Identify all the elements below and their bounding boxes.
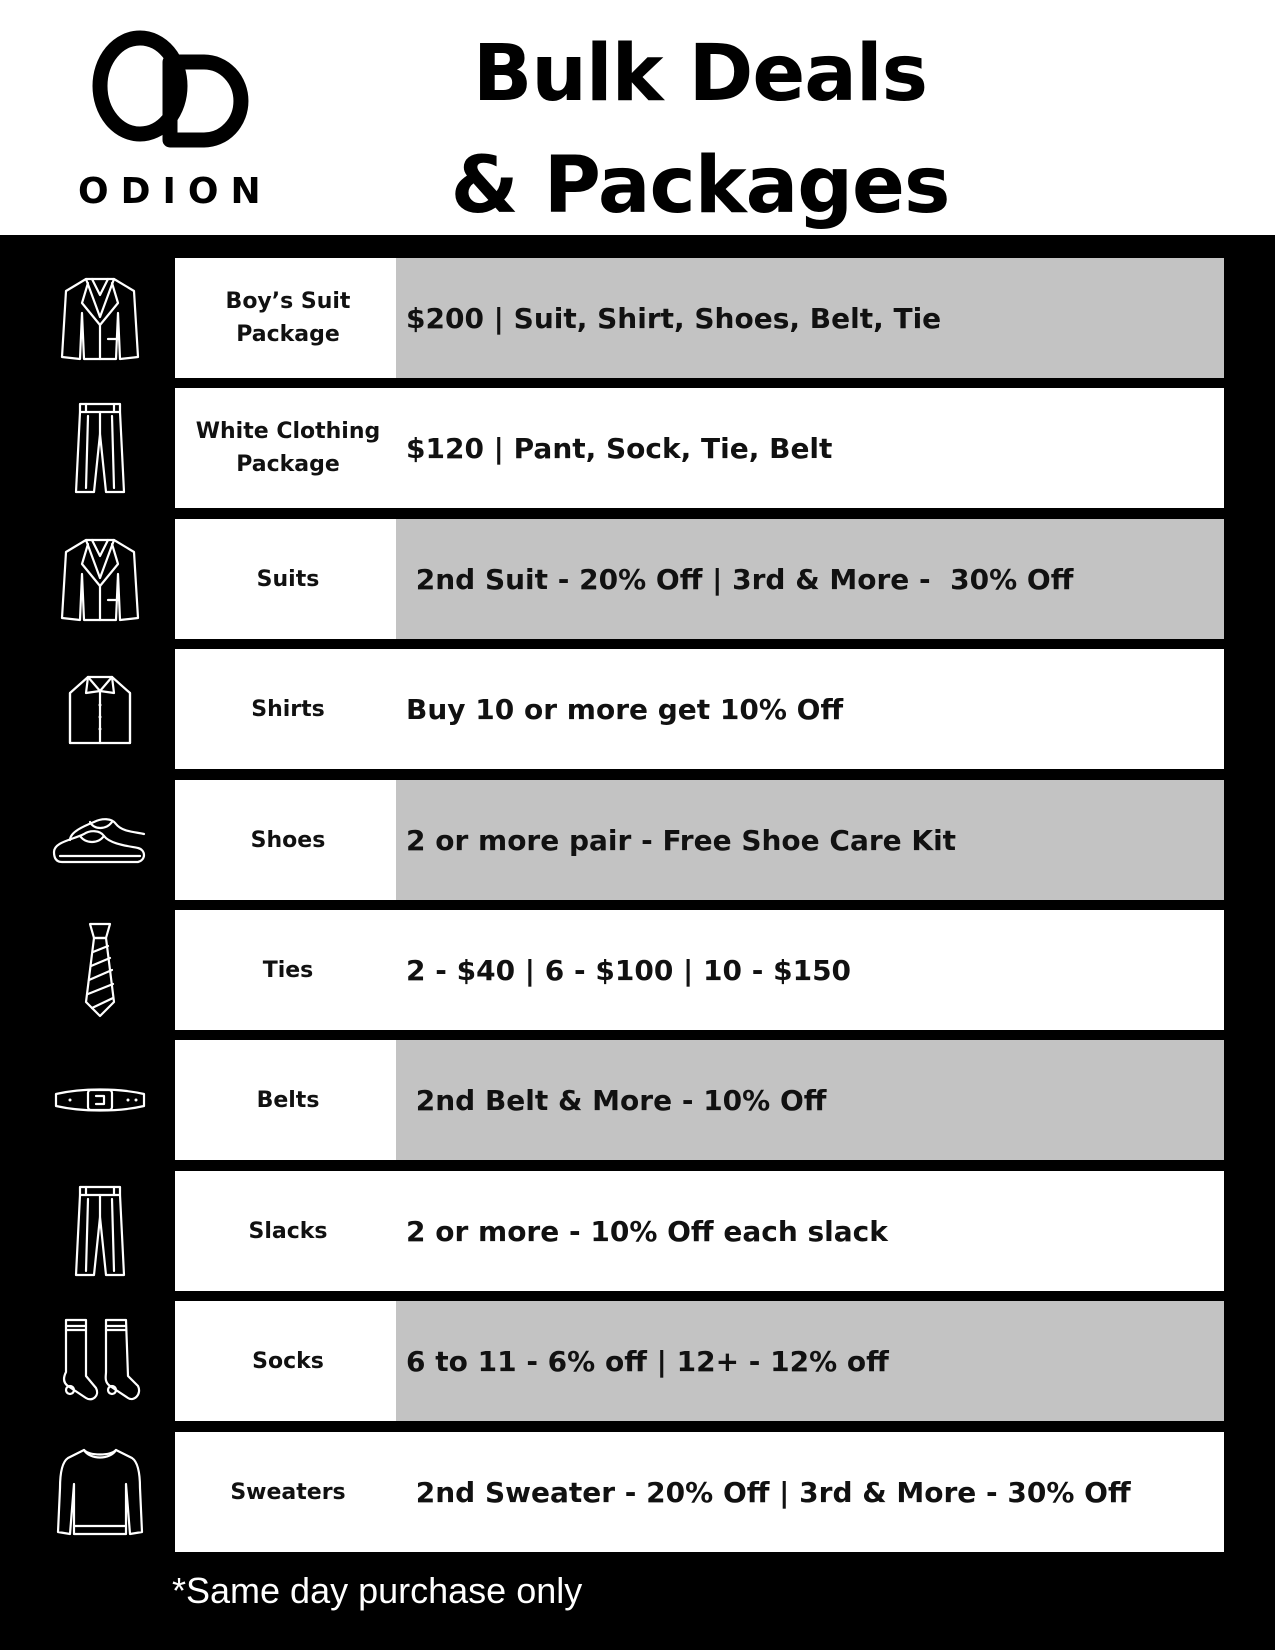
deal-description: 2nd Sweater - 20% Off | 3rd & More - 30% Off [396,1432,1224,1552]
deal-row [0,780,1275,900]
category-label: Suits [175,519,401,639]
deal-description: 2 - $40 | 6 - $100 | 10 - $150 [396,910,1224,1030]
deal-description: 2nd Belt & More - 10% Off [396,1040,1224,1160]
title-line-1: Bulk Deals [472,29,928,119]
category-label: Ties [175,910,401,1030]
deal-row [0,258,1275,378]
category-label: Shirts [175,649,401,769]
header [0,0,1275,235]
deal-description: 6 to 11 - 6% off | 12+ - 12% off [396,1301,1224,1421]
deal-row [0,910,1275,1030]
suit-jacket-icon [48,519,152,639]
tie-icon [48,910,152,1030]
odion-logo-icon [92,28,252,148]
pants-icon [48,1171,152,1291]
shirt-icon [48,649,152,769]
socks-icon [48,1301,152,1421]
deal-row [0,1040,1275,1160]
deal-row [0,649,1275,769]
deal-row [0,519,1275,639]
suit-jacket-icon [48,258,152,378]
category-label: Boy’s Suit Package [175,258,401,378]
deal-description: 2 or more - 10% Off each slack [396,1171,1224,1291]
deal-description: 2 or more pair - Free Shoe Care Kit [396,780,1224,900]
category-label: Belts [175,1040,401,1160]
category-label: Sweaters [175,1432,401,1552]
footnote: *Same day purchase only [172,1570,583,1611]
pants-icon [48,388,152,508]
title-line-2: & Packages [450,141,950,231]
deal-row [0,1301,1275,1421]
deal-description: $200 | Suit, Shirt, Shoes, Belt, Tie [396,258,1224,378]
category-label: Shoes [175,780,401,900]
deal-description: Buy 10 or more get 10% Off [396,649,1224,769]
deal-row [0,388,1275,508]
sweater-icon [48,1432,152,1552]
category-label: Socks [175,1301,401,1421]
deal-row [0,1432,1275,1552]
page-title [430,18,970,242]
brand-logo [78,28,278,212]
category-label: Slacks [175,1171,401,1291]
deal-description: $120 | Pant, Sock, Tie, Belt [396,388,1224,508]
brand-name: ODION [78,171,273,212]
shoes-icon [48,780,152,900]
deal-description: 2nd Suit - 20% Off | 3rd & More - 30% Off [396,519,1224,639]
deal-row [0,1171,1275,1291]
category-label: White Clothing Package [175,388,401,508]
belt-icon [48,1040,152,1160]
